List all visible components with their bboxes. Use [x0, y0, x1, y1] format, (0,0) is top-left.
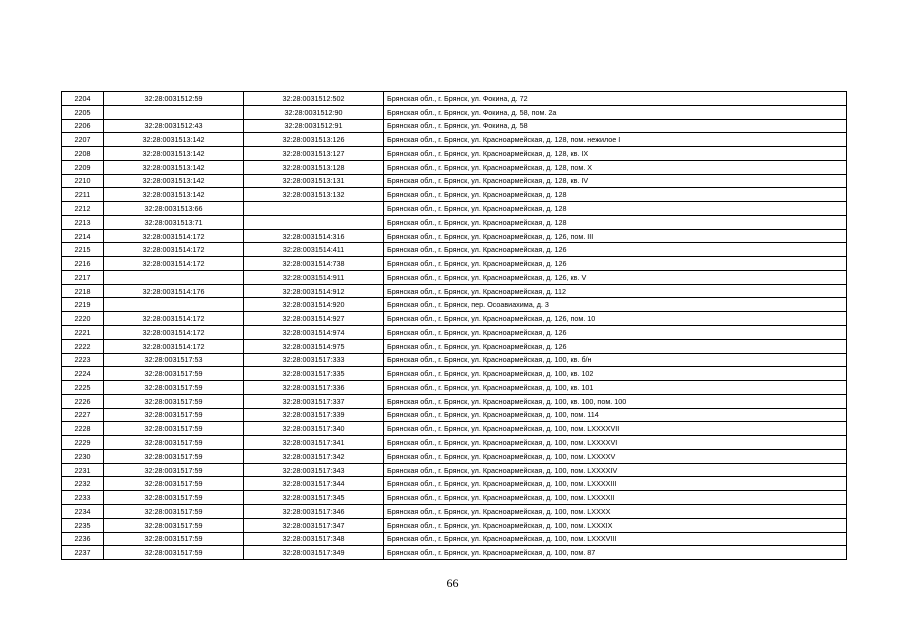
row-number-cell: 2209 — [62, 160, 104, 174]
row-number-cell: 2214 — [62, 229, 104, 243]
object-number-cell: 32:28:0031514:927 — [244, 312, 384, 326]
row-number-cell: 2218 — [62, 284, 104, 298]
table-row — [62, 463, 847, 477]
parcel-number-cell: 32:28:0031517:59 — [104, 504, 244, 518]
object-number-cell: 32:28:0031517:336 — [244, 381, 384, 395]
row-number-cell: 2237 — [62, 546, 104, 560]
parcel-number-cell — [104, 105, 244, 119]
row-number-cell: 2215 — [62, 243, 104, 257]
object-number-cell: 32:28:0031512:502 — [244, 92, 384, 106]
table-row — [62, 326, 847, 340]
address-cell: Брянская обл., г. Брянск, ул. Красноармейская, д. 128, пом. X — [384, 160, 847, 174]
row-number-cell: 2210 — [62, 174, 104, 188]
row-number-cell: 2232 — [62, 477, 104, 491]
row-number-cell: 2212 — [62, 202, 104, 216]
parcel-number-cell: 32:28:0031513:142 — [104, 174, 244, 188]
address-cell: Брянская обл., г. Брянск, ул. Красноармейская, д. 128, кв. IX — [384, 147, 847, 161]
table-row — [62, 436, 847, 450]
address-cell: Брянская обл., г. Брянск, ул. Красноармейская, д. 126 — [384, 243, 847, 257]
parcel-number-cell: 32:28:0031512:43 — [104, 119, 244, 133]
object-number-cell: 32:28:0031513:126 — [244, 133, 384, 147]
parcel-number-cell: 32:28:0031517:59 — [104, 436, 244, 450]
cadastral-table — [61, 91, 847, 560]
address-cell: Брянская обл., г. Брянск, ул. Фокина, д. 72 — [384, 92, 847, 106]
parcel-number-cell: 32:28:0031514:172 — [104, 257, 244, 271]
address-cell: Брянская обл., г. Брянск, ул. Красноармейская, д. 100, кв. 100, пом. 100 — [384, 394, 847, 408]
row-number-cell: 2217 — [62, 270, 104, 284]
table-row — [62, 105, 847, 119]
address-cell: Брянская обл., г. Брянск, ул. Красноармейская, д. 100, пом. LXXXXIV — [384, 463, 847, 477]
table-row — [62, 504, 847, 518]
object-number-cell: 32:28:0031517:349 — [244, 546, 384, 560]
row-number-cell: 2221 — [62, 326, 104, 340]
table-row — [62, 298, 847, 312]
table-row — [62, 339, 847, 353]
table-row — [62, 202, 847, 216]
address-cell: Брянская обл., г. Брянск, пер. Осоавиахима, д. 3 — [384, 298, 847, 312]
object-number-cell: 32:28:0031514:974 — [244, 326, 384, 340]
row-number-cell: 2211 — [62, 188, 104, 202]
table-row — [62, 257, 847, 271]
object-number-cell: 32:28:0031514:975 — [244, 339, 384, 353]
object-number-cell: 32:28:0031517:341 — [244, 436, 384, 450]
table-row — [62, 215, 847, 229]
object-number-cell: 32:28:0031514:911 — [244, 270, 384, 284]
address-cell: Брянская обл., г. Брянск, ул. Красноармейская, д. 112 — [384, 284, 847, 298]
parcel-number-cell: 32:28:0031517:53 — [104, 353, 244, 367]
table-row — [62, 284, 847, 298]
table-row — [62, 518, 847, 532]
object-number-cell: 32:28:0031514:912 — [244, 284, 384, 298]
address-cell: Брянская обл., г. Брянск, ул. Красноармейская, д. 100, пом. 114 — [384, 408, 847, 422]
address-cell: Брянская обл., г. Брянск, ул. Красноармейская, д. 126, кв. V — [384, 270, 847, 284]
parcel-number-cell: 32:28:0031513:142 — [104, 133, 244, 147]
address-cell: Брянская обл., г. Брянск, ул. Красноармейская, д. 100, кв. 101 — [384, 381, 847, 395]
parcel-number-cell: 32:28:0031517:59 — [104, 463, 244, 477]
row-number-cell: 2205 — [62, 105, 104, 119]
object-number-cell: 32:28:0031517:348 — [244, 532, 384, 546]
address-cell: Брянская обл., г. Брянск, ул. Фокина, д. 58, пом. 2а — [384, 105, 847, 119]
parcel-number-cell: 32:28:0031512:59 — [104, 92, 244, 106]
parcel-number-cell: 32:28:0031517:59 — [104, 491, 244, 505]
object-number-cell: 32:28:0031517:339 — [244, 408, 384, 422]
table-row — [62, 270, 847, 284]
parcel-number-cell: 32:28:0031514:176 — [104, 284, 244, 298]
object-number-cell: 32:28:0031514:411 — [244, 243, 384, 257]
object-number-cell: 32:28:0031512:91 — [244, 119, 384, 133]
object-number-cell: 32:28:0031512:90 — [244, 105, 384, 119]
address-cell: Брянская обл., г. Брянск, ул. Красноармейская, д. 100, пом. LXXXVIII — [384, 532, 847, 546]
object-number-cell: 32:28:0031517:343 — [244, 463, 384, 477]
row-number-cell: 2225 — [62, 381, 104, 395]
table-row — [62, 408, 847, 422]
table-row — [62, 312, 847, 326]
table-row — [62, 229, 847, 243]
parcel-number-cell: 32:28:0031517:59 — [104, 394, 244, 408]
row-number-cell: 2208 — [62, 147, 104, 161]
row-number-cell: 2224 — [62, 367, 104, 381]
address-cell: Брянская обл., г. Брянск, ул. Красноармейская, д. 128, пом. нежилое I — [384, 133, 847, 147]
object-number-cell: 32:28:0031517:346 — [244, 504, 384, 518]
row-number-cell: 2236 — [62, 532, 104, 546]
parcel-number-cell: 32:28:0031514:172 — [104, 339, 244, 353]
address-cell: Брянская обл., г. Брянск, ул. Красноармейская, д. 128, кв. IV — [384, 174, 847, 188]
object-number-cell — [244, 215, 384, 229]
address-cell: Брянская обл., г. Брянск, ул. Красноармейская, д. 126 — [384, 339, 847, 353]
row-number-cell: 2219 — [62, 298, 104, 312]
table-row — [62, 119, 847, 133]
row-number-cell: 2226 — [62, 394, 104, 408]
parcel-number-cell — [104, 298, 244, 312]
object-number-cell: 32:28:0031517:347 — [244, 518, 384, 532]
address-cell: Брянская обл., г. Брянск, ул. Красноармейская, д. 100, пом. LXXXXIII — [384, 477, 847, 491]
row-number-cell: 2204 — [62, 92, 104, 106]
row-number-cell: 2229 — [62, 436, 104, 450]
object-number-cell: 32:28:0031513:128 — [244, 160, 384, 174]
table-row — [62, 92, 847, 106]
object-number-cell: 32:28:0031514:920 — [244, 298, 384, 312]
table-row — [62, 381, 847, 395]
object-number-cell: 32:28:0031513:127 — [244, 147, 384, 161]
row-number-cell: 2233 — [62, 491, 104, 505]
row-number-cell: 2222 — [62, 339, 104, 353]
row-number-cell: 2231 — [62, 463, 104, 477]
table-row — [62, 188, 847, 202]
parcel-number-cell: 32:28:0031513:71 — [104, 215, 244, 229]
row-number-cell: 2234 — [62, 504, 104, 518]
parcel-number-cell: 32:28:0031517:59 — [104, 546, 244, 560]
object-number-cell: 32:28:0031513:131 — [244, 174, 384, 188]
address-cell: Брянская обл., г. Брянск, ул. Фокина, д. 58 — [384, 119, 847, 133]
row-number-cell: 2230 — [62, 449, 104, 463]
row-number-cell: 2207 — [62, 133, 104, 147]
object-number-cell: 32:28:0031513:132 — [244, 188, 384, 202]
address-cell: Брянская обл., г. Брянск, ул. Красноармейская, д. 100, пом. LXXXX — [384, 504, 847, 518]
row-number-cell: 2220 — [62, 312, 104, 326]
address-cell: Брянская обл., г. Брянск, ул. Красноармейская, д. 100, кв. 102 — [384, 367, 847, 381]
parcel-number-cell: 32:28:0031517:59 — [104, 518, 244, 532]
parcel-number-cell: 32:28:0031513:142 — [104, 160, 244, 174]
address-cell: Брянская обл., г. Брянск, ул. Красноармейская, д. 128 — [384, 202, 847, 216]
table-row — [62, 491, 847, 505]
row-number-cell: 2206 — [62, 119, 104, 133]
address-cell: Брянская обл., г. Брянск, ул. Красноармейская, д. 100, пом. LXXXXV — [384, 449, 847, 463]
object-number-cell: 32:28:0031514:738 — [244, 257, 384, 271]
address-cell: Брянская обл., г. Брянск, ул. Красноармейская, д. 100, кв. б/н — [384, 353, 847, 367]
row-number-cell: 2223 — [62, 353, 104, 367]
parcel-number-cell: 32:28:0031517:59 — [104, 449, 244, 463]
object-number-cell: 32:28:0031517:344 — [244, 477, 384, 491]
table-row — [62, 546, 847, 560]
row-number-cell: 2227 — [62, 408, 104, 422]
table-row — [62, 367, 847, 381]
address-cell: Брянская обл., г. Брянск, ул. Красноармейская, д. 128 — [384, 188, 847, 202]
address-cell: Брянская обл., г. Брянск, ул. Красноармейская, д. 126 — [384, 326, 847, 340]
table-row — [62, 243, 847, 257]
table-row — [62, 532, 847, 546]
row-number-cell: 2228 — [62, 422, 104, 436]
parcel-number-cell — [104, 270, 244, 284]
address-cell: Брянская обл., г. Брянск, ул. Красноармейская, д. 100, пом. 87 — [384, 546, 847, 560]
parcel-number-cell: 32:28:0031514:172 — [104, 229, 244, 243]
address-cell: Брянская обл., г. Брянск, ул. Красноармейская, д. 126 — [384, 257, 847, 271]
parcel-number-cell: 32:28:0031517:59 — [104, 532, 244, 546]
object-number-cell: 32:28:0031517:342 — [244, 449, 384, 463]
parcel-number-cell: 32:28:0031517:59 — [104, 381, 244, 395]
parcel-number-cell: 32:28:0031517:59 — [104, 477, 244, 491]
parcel-number-cell: 32:28:0031517:59 — [104, 422, 244, 436]
row-number-cell: 2213 — [62, 215, 104, 229]
object-number-cell: 32:28:0031517:333 — [244, 353, 384, 367]
table-row — [62, 174, 847, 188]
object-number-cell: 32:28:0031517:345 — [244, 491, 384, 505]
parcel-number-cell: 32:28:0031513:142 — [104, 188, 244, 202]
address-cell: Брянская обл., г. Брянск, ул. Красноармейская, д. 128 — [384, 215, 847, 229]
parcel-number-cell: 32:28:0031514:172 — [104, 243, 244, 257]
address-cell: Брянская обл., г. Брянск, ул. Красноармейская, д. 100, пом. LXXXXII — [384, 491, 847, 505]
table-row — [62, 477, 847, 491]
parcel-number-cell: 32:28:0031513:66 — [104, 202, 244, 216]
table-row — [62, 422, 847, 436]
table-row — [62, 353, 847, 367]
parcel-number-cell: 32:28:0031517:59 — [104, 367, 244, 381]
row-number-cell: 2235 — [62, 518, 104, 532]
table-row — [62, 147, 847, 161]
address-cell: Брянская обл., г. Брянск, ул. Красноармейская, д. 100, пом. LXXXXVI — [384, 436, 847, 450]
table-row — [62, 160, 847, 174]
parcel-number-cell: 32:28:0031513:142 — [104, 147, 244, 161]
parcel-number-cell: 32:28:0031514:172 — [104, 312, 244, 326]
address-cell: Брянская обл., г. Брянск, ул. Красноармейская, д. 100, пом. LXXXIX — [384, 518, 847, 532]
parcel-number-cell: 32:28:0031514:172 — [104, 326, 244, 340]
table-row — [62, 449, 847, 463]
object-number-cell: 32:28:0031517:335 — [244, 367, 384, 381]
object-number-cell: 32:28:0031517:340 — [244, 422, 384, 436]
object-number-cell: 32:28:0031514:316 — [244, 229, 384, 243]
object-number-cell: 32:28:0031517:337 — [244, 394, 384, 408]
row-number-cell: 2216 — [62, 257, 104, 271]
address-cell: Брянская обл., г. Брянск, ул. Красноармейская, д. 126, пом. III — [384, 229, 847, 243]
cadastral-table-body — [62, 92, 847, 560]
table-row — [62, 394, 847, 408]
table-row — [62, 133, 847, 147]
address-cell: Брянская обл., г. Брянск, ул. Красноармейская, д. 100, пом. LXXXXVII — [384, 422, 847, 436]
address-cell: Брянская обл., г. Брянск, ул. Красноармейская, д. 126, пом. 10 — [384, 312, 847, 326]
object-number-cell — [244, 202, 384, 216]
page-number: 66 — [446, 576, 459, 590]
parcel-number-cell: 32:28:0031517:59 — [104, 408, 244, 422]
